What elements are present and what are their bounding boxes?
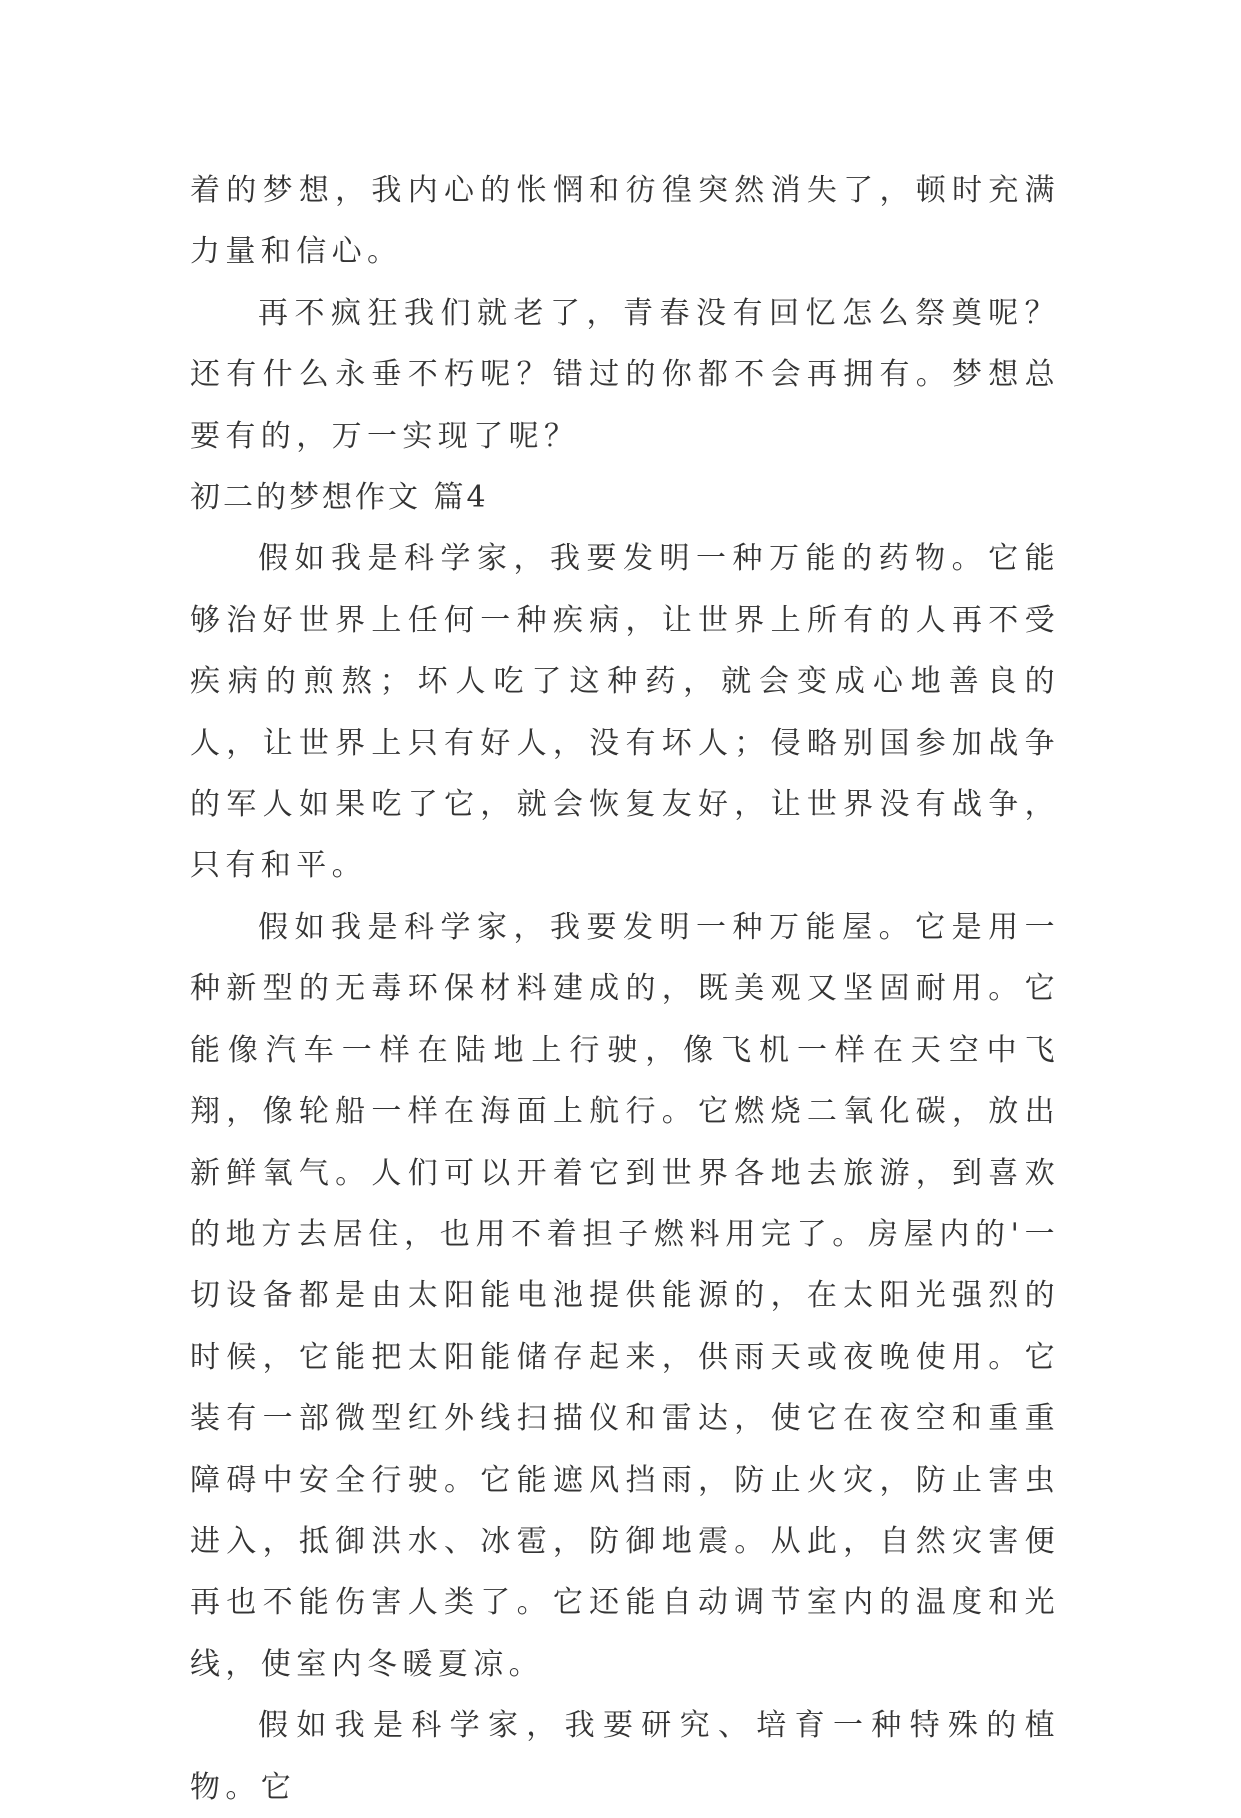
paragraph-continued: 着的梦想，我内心的怅惘和彷徨突然消失了，顿时充满力量和信心。 [190,173,1060,270]
paragraph: 再不疯狂我们就老了，青春没有回忆怎么祭奠呢？还有什么永垂不朽呢？错过的你都不会再拥有。梦想总要有的，万一实现了呢？ [190,295,1060,454]
paragraph: 假如我是科学家，我要发明一种万能屋。它是用一种新型的无毒环保材料建成的，既美观又坚固耐用。它能像汽车一样在陆地上行驶，像飞机一样在天空中飞翔，像轮船一样在海面上航行。它燃烧二氧化碳，放出新鲜氧气。人们可以开着它到世界各地去旅游，到喜欢的地方去居住，也用不着担子燃料用完了。房屋内的'一切设备都是由太阳能电池提供能源的，在太阳光强烈的时候，它能把太阳能储存起来，供雨天或夜晚使用。它装有一部微型红外线扫描仪和雷达，使它在夜空和重重障碍中安全行驶。它能遮风挡雨，防止火灾，防止害虫进入，抵御洪水、冰雹，防御地震。从此，自然灾害便再也不能伤害人类了。它还能自动调节室内的温度和光线，使室内冬暖夏凉。 [190,909,1060,1682]
paragraph: 假如我是科学家，我要发明一种万能的药物。它能够治好世界上任何一种疾病，让世界上所有的人再不受疾病的煎熬；坏人吃了这种药，就会变成心地善良的人，让世界上只有好人，没有坏人；侵略别国参加战争的军人如果吃了它，就会恢复友好，让世界没有战争，只有和平。 [190,541,1060,884]
document-body [190,160,1060,1818]
section-heading: 初二的梦想作文 篇4 [190,480,489,516]
paragraph-truncated: 假如我是科学家，我要研究、培育一种特殊的植物。它 [190,1708,1060,1805]
